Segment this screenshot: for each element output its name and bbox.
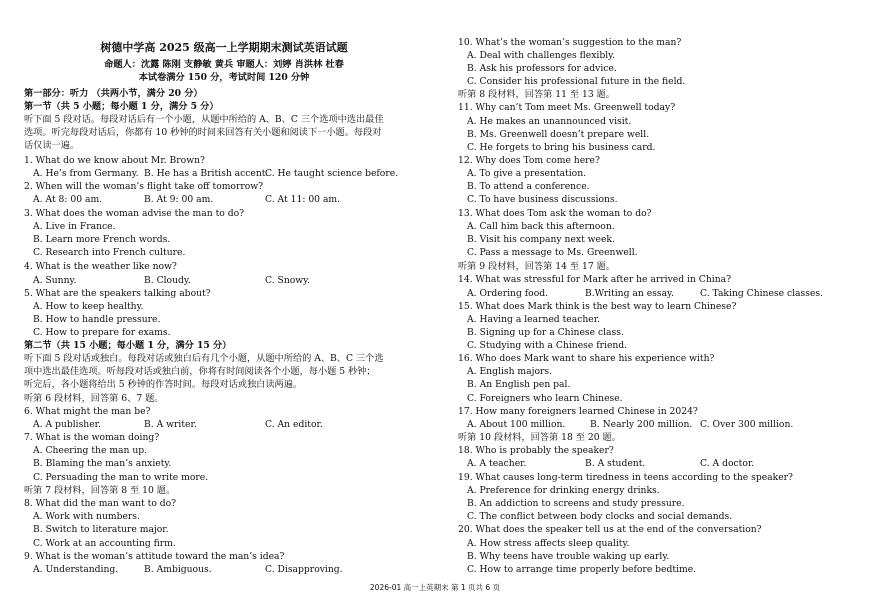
option-b: B. Why teens have trouble waking up early. — [467, 551, 670, 562]
option-a: A. English majors. — [467, 366, 553, 377]
question-options — [24, 275, 310, 287]
option-a: A. Understanding. — [33, 564, 119, 575]
authors: 命题人：沈露 陈刚 支静敏 黄兵 审题人：刘婷 肖洪林 杜春 — [104, 59, 344, 70]
option-b: B. Cloudy. — [144, 275, 191, 286]
instruction-line: 选项。听完每段对话后，你都有 10 秒钟的时间来回答有关小题和阅读下一小题。每段对 — [24, 127, 382, 138]
option-a: A. To give a presentation. — [467, 168, 587, 179]
question-stem: 18. Who is probably the speaker? — [458, 445, 614, 456]
question-stem: 6. What might the man be? — [24, 406, 151, 417]
option-c: C. Disapproving. — [265, 564, 343, 575]
question-options — [458, 288, 823, 300]
option-a: A. About 100 million. — [467, 419, 566, 430]
question-stem: 4. What is the weather like now? — [24, 261, 177, 272]
question-stem: 1. What do we know about Mr. Brown? — [24, 155, 205, 166]
option-a: A. Call him back this afternoon. — [467, 221, 615, 232]
option-a: A. At 8: 00 am. — [33, 194, 103, 205]
option-c: C. At 11: 00 am. — [265, 194, 341, 205]
option-a: A. Ordering food. — [467, 288, 549, 299]
question-stem: 15. What does Mark think is the best way to learn Chinese? — [458, 301, 737, 312]
option-a: A. He makes an unannounced visit. — [467, 116, 632, 127]
option-b: B. Learn more French words. — [33, 234, 171, 245]
material-note: 听第 6 段材料，回答第 6、7 题。 — [24, 393, 164, 404]
option-a: A. He’s from Germany. — [33, 168, 139, 179]
instruction-line: 听下面 5 段对话。每段对话后有一个小题，从题中所给的 A、B、C 三个选项中选出最佳 — [24, 114, 384, 125]
option-b: B. An addiction to screens and study pressure. — [467, 498, 685, 509]
option-c: C. The conflict between body clocks and social demands. — [467, 511, 733, 522]
option-a: A. Cheering the man up. — [33, 445, 148, 456]
option-a: A. Having a learned teacher. — [467, 314, 601, 325]
option-c: C. Studying with a Chinese friend. — [467, 340, 628, 351]
question-stem: 11. Why can’t Tom meet Ms. Greenwell today? — [458, 102, 676, 113]
question-options — [458, 419, 793, 431]
question-stem: 2. When will the woman’s flight take off tomorrow? — [24, 181, 264, 192]
option-c: C. A doctor. — [700, 458, 755, 469]
option-b: B.Writing an essay. — [585, 288, 674, 299]
option-c: C. Work at an accounting firm. — [33, 538, 176, 549]
option-a: A. Deal with challenges flexibly. — [467, 50, 616, 61]
question-stem: 5. What are the speakers talking about? — [24, 288, 211, 299]
option-a: A. Work with numbers. — [33, 511, 140, 522]
question-stem: 16. Who does Mark want to share his experience with? — [458, 353, 715, 364]
option-a: A. Live in France. — [33, 221, 116, 232]
option-b: B. An English pen pal. — [467, 379, 571, 390]
question-stem: 20. What does the speaker tell us at the end of the conversation? — [458, 524, 762, 535]
option-c: C. How to arrange time properly before bedtime. — [467, 564, 697, 575]
exam-meta: 本试卷满分 150 分，考试时间 120 分钟 — [138, 72, 310, 83]
question-stem: 10. What’s the woman’s suggestion to the man? — [458, 37, 682, 48]
option-c: C. He forgets to bring his business card. — [467, 142, 656, 153]
question-stem: 19. What causes long-term tiredness in teens according to the speaker? — [458, 472, 793, 483]
option-c: C. Pass a message to Ms. Greenwell. — [467, 247, 638, 258]
material-note: 听第 10 段材料，回答第 18 至 20 题。 — [458, 432, 621, 443]
option-b: B. At 9: 00 am. — [144, 194, 214, 205]
question-stem: 3. What does the woman advise the man to do? — [24, 208, 245, 219]
option-b: B. A writer. — [144, 419, 197, 430]
option-b: B. Nearly 200 million. — [590, 419, 693, 430]
question-options — [24, 564, 343, 576]
option-c: C. Over 300 million. — [700, 419, 794, 430]
question-stem: 12. Why does Tom come here? — [458, 155, 600, 166]
section-heading: 第一节（共 5 小题；每小题 1 分，满分 5 分） — [24, 101, 219, 112]
option-c: C. Snowy. — [265, 275, 311, 286]
instruction-line: 话仅读一遍。 — [24, 140, 80, 151]
option-a: A. How to keep healthy. — [33, 301, 144, 312]
instruction-line: 听下面 5 段对话或独白。每段对话或独白后有几个小题，从题中所给的 A、B、C 三个选 — [24, 353, 384, 364]
option-b: B. Switch to literature major. — [33, 524, 169, 535]
option-b: B. Blaming the man’s anxiety. — [33, 458, 172, 469]
option-c: C. Taking Chinese classes. — [700, 288, 824, 299]
question-options — [24, 168, 398, 180]
question-stem: 8. What did the man want to do? — [24, 498, 177, 509]
option-b: B. Ambiguous. — [144, 564, 212, 575]
option-b: B. He has a British accent. — [144, 168, 269, 179]
option-b: B. Visit his company next week. — [467, 234, 615, 245]
part-heading: 第一部分：听力 （共两小节，满分 20 分） — [24, 88, 203, 99]
option-c: C. To have business discussions. — [467, 194, 618, 205]
instruction-line: 项中选出最佳选项。听每段对话或独白前，你将有时间阅读各个小题，每小题 5 秒钟； — [24, 366, 376, 377]
material-note: 听第 8 段材料，回答第 11 至 13 题。 — [458, 89, 615, 100]
option-c: C. Foreigners who learn Chinese. — [467, 393, 623, 404]
question-stem: 13. What does Tom ask the woman to do? — [458, 208, 652, 219]
page-footer: 2026-01 高一上英期末 第 1 页共 6 页 — [369, 583, 501, 592]
exam-title: 树德中学高 2025 级高一上学期期末测试英语试题 — [100, 41, 348, 54]
option-a: A. Preference for drinking energy drinks. — [467, 485, 660, 496]
instruction-line: 听完后，各小题将给出 5 秒钟的作答时间。每段对话或独白读两遍。 — [24, 379, 303, 390]
question-stem: 9. What is the woman’s attitude toward the man’s idea? — [24, 551, 285, 562]
question-stem: 7. What is the woman doing? — [24, 432, 160, 443]
option-b: B. A student. — [585, 458, 646, 469]
option-c: C. He taught science before. — [265, 168, 399, 179]
option-b: B. Signing up for a Chinese class. — [467, 327, 624, 338]
question-options — [458, 458, 754, 470]
option-a: A. How stress affects sleep quality. — [467, 538, 630, 549]
option-b: B. Ms. Greenwell doesn’t prepare well. — [467, 129, 650, 140]
question-options — [24, 419, 323, 431]
question-stem: 17. How many foreigners learned Chinese in 2024? — [458, 406, 698, 417]
option-a: A. Sunny. — [33, 275, 77, 286]
option-c: C. How to prepare for exams. — [33, 327, 171, 338]
option-c: C. An editor. — [265, 419, 323, 430]
option-c: C. Research into French culture. — [33, 247, 186, 258]
option-b: B. How to handle pressure. — [33, 314, 161, 325]
material-note: 听第 9 段材料，回答第 14 至 17 题。 — [458, 261, 615, 272]
question-stem: 14. What was stressful for Mark after he arrived in China? — [458, 274, 732, 285]
material-note: 听第 7 段材料，回答第 8 至 10 题。 — [24, 485, 176, 496]
option-c: C. Persuading the man to write more. — [33, 472, 209, 483]
question-options — [24, 194, 340, 206]
option-a: A. A teacher. — [467, 458, 527, 469]
option-c: C. Consider his professional future in the field. — [467, 76, 686, 87]
section-heading: 第二节（共 15 小题；每小题 1 分，满分 15 分） — [24, 340, 232, 351]
option-b: B. Ask his professors for advice. — [467, 63, 617, 74]
option-a: A. A publisher. — [33, 419, 101, 430]
option-b: B. To attend a conference. — [467, 181, 590, 192]
